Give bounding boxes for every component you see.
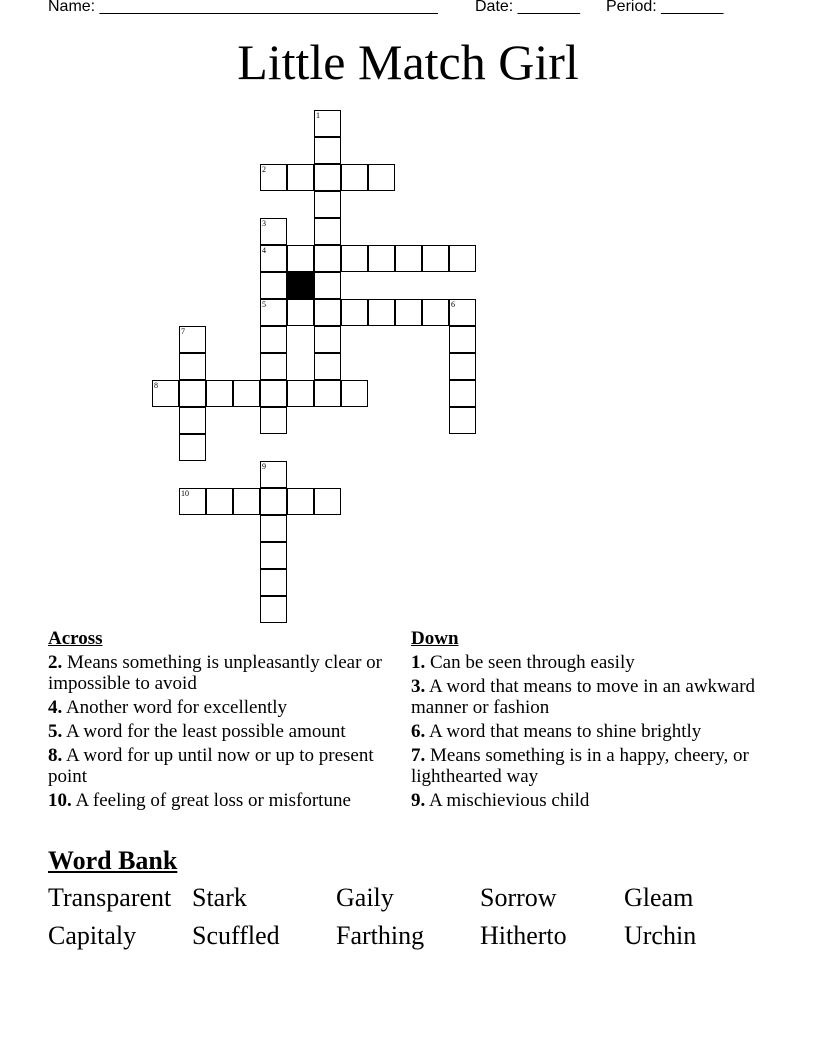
clue-down-6 <box>411 721 756 742</box>
crossword-cell[interactable] <box>395 299 422 326</box>
clue-number: 1. <box>411 652 426 673</box>
crossword-cell[interactable] <box>233 380 260 407</box>
across-clues <box>48 628 393 814</box>
clue-number: 3 <box>262 219 266 228</box>
clue-down-3 <box>411 676 756 718</box>
clue-number: 8 <box>154 381 158 390</box>
word-bank-title: Word Bank <box>48 846 178 875</box>
crossword-cell[interactable] <box>260 569 287 596</box>
clue-number: 6. <box>411 721 426 742</box>
crossword-cell[interactable] <box>449 407 476 434</box>
clue-number: 9 <box>262 462 266 471</box>
clue-number: 9. <box>411 790 426 811</box>
date-field[interactable]: Date: _______ <box>475 0 580 15</box>
period-field[interactable]: Period: _______ <box>606 0 724 15</box>
crossword-cell[interactable] <box>314 380 341 407</box>
word-bank-word: Hitherto <box>480 921 567 950</box>
clue-text: A mischievious child <box>425 790 590 811</box>
word-bank-word: Capitaly <box>48 921 137 950</box>
clue-text: Means something is in a happy, cheery, or lighthearted way <box>411 745 749 787</box>
clue-text: A word for up until now or up to present point <box>48 745 374 787</box>
crossword-cell[interactable] <box>260 218 287 245</box>
clue-text: Another word for excellently <box>62 697 288 718</box>
clue-across-2 <box>48 652 393 694</box>
crossword-cell[interactable] <box>179 407 206 434</box>
crossword-cell[interactable] <box>314 110 341 137</box>
crossword-cell[interactable] <box>368 299 395 326</box>
clue-down-1 <box>411 652 756 673</box>
crossword-cell[interactable] <box>314 353 341 380</box>
clue-text: A feeling of great loss or misfortune <box>71 790 351 811</box>
crossword-cell[interactable] <box>206 488 233 515</box>
crossword-cell[interactable] <box>179 353 206 380</box>
crossword-cell[interactable] <box>206 380 233 407</box>
word-bank-word: Farthing <box>336 921 425 950</box>
clue-number: 5 <box>262 300 266 309</box>
word-bank-word: Gaily <box>336 883 394 912</box>
clue-number: 10 <box>181 489 189 498</box>
clue-number: 8. <box>48 745 63 766</box>
crossword-cell[interactable] <box>449 245 476 272</box>
crossword-cell[interactable] <box>260 353 287 380</box>
crossword-cell[interactable] <box>179 380 206 407</box>
crossword-cell[interactable] <box>287 488 314 515</box>
clue-text: Means something is unpleasantly clear or impossible to avoid <box>48 652 383 694</box>
crossword-cell[interactable] <box>287 164 314 191</box>
name-field[interactable]: Name: ______________________________________ <box>48 0 438 15</box>
crossword-cell[interactable] <box>179 488 206 515</box>
clue-number: 7 <box>181 327 185 336</box>
crossword-cell[interactable] <box>449 353 476 380</box>
crossword-cell[interactable] <box>287 245 314 272</box>
crossword-cell[interactable] <box>341 299 368 326</box>
clue-across-5 <box>48 721 393 742</box>
crossword-cell[interactable] <box>314 191 341 218</box>
crossword-cell[interactable] <box>314 164 341 191</box>
word-bank-word: Urchin <box>624 921 697 950</box>
word-bank-word: Sorrow <box>480 883 557 912</box>
crossword-cell[interactable] <box>260 488 287 515</box>
clue-number: 4 <box>262 246 266 255</box>
crossword-cell[interactable] <box>260 380 287 407</box>
crossword-cell[interactable] <box>449 380 476 407</box>
clue-number: 3. <box>411 676 426 697</box>
word-bank-word: Scuffled <box>192 921 280 950</box>
clue-text: A word for the least possible amount <box>62 721 346 742</box>
clue-across-10 <box>48 790 393 811</box>
clue-number: 2 <box>262 165 266 174</box>
clue-number: 1 <box>316 111 320 120</box>
crossword-cell[interactable] <box>233 488 260 515</box>
crossword-cell[interactable] <box>260 461 287 488</box>
crossword-cell[interactable] <box>260 326 287 353</box>
crossword-cell[interactable] <box>152 380 179 407</box>
crossword-cell[interactable] <box>314 245 341 272</box>
crossword-cell[interactable] <box>314 299 341 326</box>
crossword-cell[interactable] <box>422 299 449 326</box>
clue-down-9 <box>411 790 756 811</box>
crossword-cell[interactable] <box>260 299 287 326</box>
word-bank-word: Gleam <box>624 883 694 912</box>
crossword-cell[interactable] <box>260 515 287 542</box>
clue-number: 5. <box>48 721 63 742</box>
crossword-cell[interactable] <box>260 164 287 191</box>
crossword-cell[interactable] <box>314 218 341 245</box>
crossword-cell[interactable] <box>341 380 368 407</box>
clue-across-4 <box>48 697 393 718</box>
clue-number: 2. <box>48 652 63 673</box>
crossword-cell[interactable] <box>314 488 341 515</box>
crossword-cell[interactable] <box>341 164 368 191</box>
crossword-cell[interactable] <box>287 380 314 407</box>
crossword-cell[interactable] <box>260 407 287 434</box>
crossword-cell[interactable] <box>368 245 395 272</box>
crossword-cell[interactable] <box>395 245 422 272</box>
crossword-cell[interactable] <box>314 137 341 164</box>
down-clues <box>411 628 756 814</box>
across-heading: Across <box>48 628 103 649</box>
page-title: Little Match Girl <box>237 34 579 90</box>
clue-down-7 <box>411 745 756 787</box>
down-heading: Down <box>411 628 459 649</box>
crossword-cell[interactable] <box>341 245 368 272</box>
clue-across-8 <box>48 745 393 787</box>
crossword-cell[interactable] <box>260 272 287 299</box>
clue-number: 10. <box>48 790 72 811</box>
clue-number: 6 <box>451 300 455 309</box>
word-bank <box>48 882 768 952</box>
crossword-cell[interactable] <box>287 299 314 326</box>
clue-text: Can be seen through easily <box>425 652 635 673</box>
clue-text: A word that means to move in an awkward manner or fashion <box>411 676 756 718</box>
black-cell <box>287 272 314 299</box>
crossword-cell[interactable] <box>260 542 287 569</box>
crossword-cell[interactable] <box>422 245 449 272</box>
crossword-cell[interactable] <box>260 245 287 272</box>
clue-number: 4. <box>48 697 63 718</box>
crossword-cell[interactable] <box>314 326 341 353</box>
crossword-cell[interactable] <box>260 596 287 623</box>
crossword-cell[interactable] <box>179 434 206 461</box>
crossword-cell[interactable] <box>368 164 395 191</box>
crossword-cell[interactable] <box>314 272 341 299</box>
word-bank-word: Transparent <box>48 883 172 912</box>
word-bank-word: Stark <box>192 883 247 912</box>
crossword-cell[interactable] <box>449 299 476 326</box>
crossword-cell[interactable] <box>179 326 206 353</box>
crossword-cell[interactable] <box>449 326 476 353</box>
clue-text: A word that means to shine brightly <box>425 721 702 742</box>
clue-number: 7. <box>411 745 426 766</box>
